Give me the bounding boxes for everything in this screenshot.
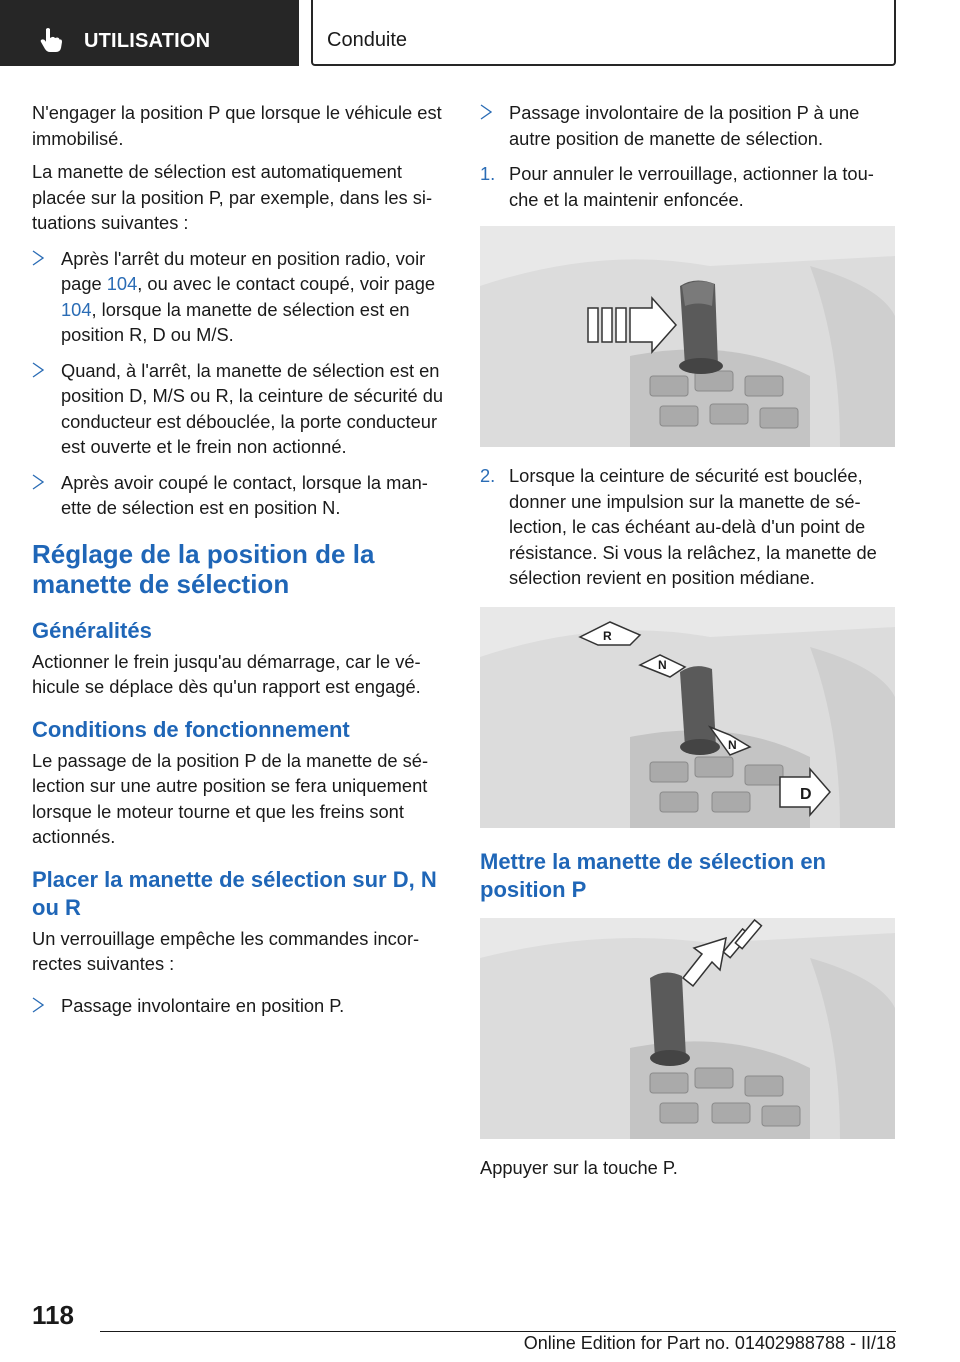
numbered-step: 1. Pour annuler le verrouillage, actionner la touche et la maintenir enfoncée. [480, 163, 874, 210]
page-number: 118 [32, 1300, 74, 1330]
gear-label-n: N [728, 737, 737, 752]
bullet-item: Après l'arrêt du moteur en position radio, voir page 104, ou avec le contact coupé, voir page 104, lorsque la manette de sélection est en position R, D ou M/S. [32, 246, 448, 348]
page-link[interactable]: 104 [106, 273, 138, 294]
gear-selector-illustration [480, 226, 895, 447]
bullet-item: Quand, à l'arrêt, la manette de sélection est en position D, M/S ou R, la ceinture de sécurité du conducteur est débouclée, la porte conducteur est ouverte et le frein non actionné. [32, 358, 448, 460]
paragraph: Le passage de la position P de la manette de sélection sur une autre position se fera uniquement lorsque le moteur tourne et que les freins sont actionnés. [32, 749, 429, 847]
gear-label-d: D [800, 785, 812, 803]
triangle-bullet-icon [32, 362, 44, 378]
park-button-illustration [480, 918, 895, 1139]
page-link[interactable]: 104 [61, 298, 92, 320]
subsection-heading: Généralités [32, 617, 152, 643]
subsection-heading: Mettre la manette de sélection en position P [480, 848, 826, 902]
hand-pointer-icon [40, 27, 62, 53]
numbered-step: 2. Lorsque la ceinture de sécurité est bouclée, donner une impulsion sur la manette de sélection, le cas échéant au-delà d'un point de résistance. Si vous la relâchez, la manette de sélection revient en position médiane. [480, 465, 877, 588]
triangle-bullet-icon [32, 997, 44, 1013]
left-column [32, 100, 448, 1028]
triangle-bullet-icon [32, 474, 44, 490]
subsection-heading: Conditions de fonctionnement [32, 716, 350, 742]
section-tab [0, 0, 299, 66]
subsection-heading: Placer la manette de sélection sur D, N ou R [32, 866, 437, 920]
paragraph: Un verrouillage empêche les commandes incorrectes suivantes : [32, 927, 420, 974]
section-heading: Réglage de la position de la manette de sélection [32, 538, 375, 599]
step-number: 1. [480, 163, 496, 184]
section-title: UTILISATION [84, 30, 211, 52]
triangle-bullet-icon [480, 104, 492, 120]
gear-label-r: R [603, 628, 612, 643]
gear-shift-directions-illustration [480, 607, 895, 828]
bullet-item: Passage involontaire de la position P à une autre position de manette de sélection. [480, 100, 895, 151]
bullet-item: Passage involontaire en position P. [32, 993, 448, 1019]
paragraph: N'engager la position P que lorsque le véhicule est immobilisé. [32, 102, 442, 149]
chapter-tab [311, 0, 896, 66]
right-column [480, 100, 895, 1180]
paragraph: La manette de sélection est automatiquement placée sur la position P, par exemple, dans les situations suivantes : [32, 161, 433, 233]
paragraph: Appuyer sur la touche P. [480, 1156, 678, 1178]
paragraph: Actionner le frein jusqu'au démarrage, car le véhicule se déplace dès qu'un rapport est engagé. [32, 650, 421, 697]
edition-note: Online Edition for Part no. 01402988788 - II/18 [523, 1333, 896, 1353]
page-header [0, 0, 960, 66]
step-number: 2. [480, 465, 496, 486]
chapter-title: Conduite [327, 29, 408, 51]
gear-label-n: N [658, 657, 667, 672]
bullet-item: Après avoir coupé le contact, lorsque la manette de sélection est en position N. [32, 470, 448, 521]
triangle-bullet-icon [32, 250, 44, 266]
footer-divider [100, 1331, 896, 1332]
